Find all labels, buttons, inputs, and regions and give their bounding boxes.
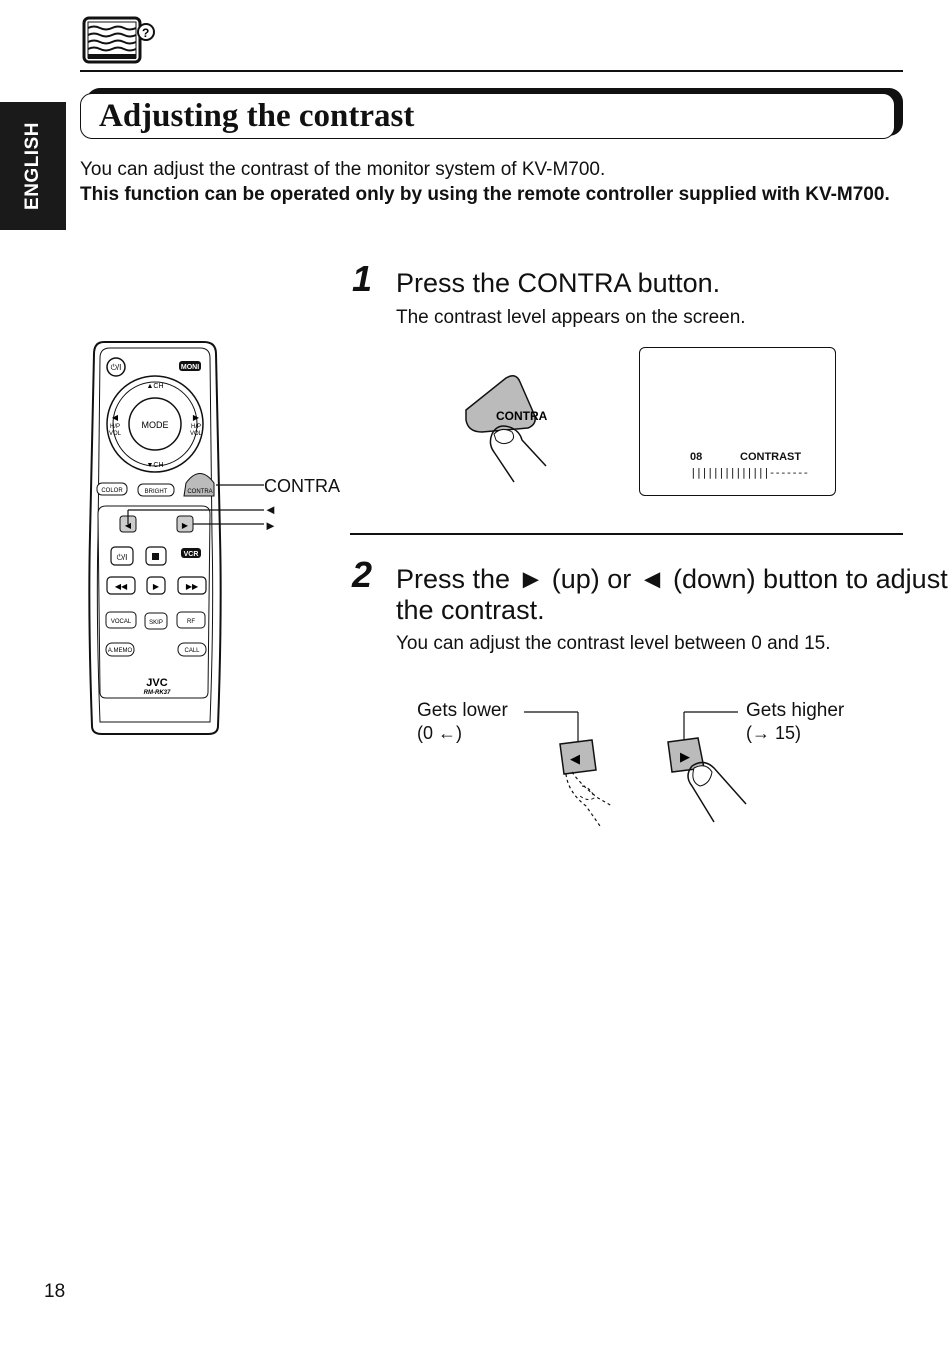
step1-number: 1 [352,258,373,299]
step2-title-line2: the contrast. [396,595,545,625]
svg-text:⏻/I: ⏻/I [116,553,128,562]
left-right-press-illustration [520,706,760,828]
vcr-button-label: VCR [183,551,199,558]
svg-text:◀: ◀ [570,751,580,766]
page-number: 18 [44,1281,66,1302]
ch-up-label: ▲CH [146,383,164,390]
step1-subtitle: The contrast level appears on the screen. [396,307,746,328]
intro-text: You can adjust the contrast of the monitor system of KV-M700. [80,159,606,180]
contra-button-label: CONTRA [187,489,213,495]
svg-text:▶: ▶ [680,749,690,764]
color-button-label: COLOR [101,488,123,494]
remote-model: RM-RK37 [143,690,171,696]
svg-text:▶▶: ▶▶ [185,582,199,591]
svg-text:▶: ▶ [181,521,189,530]
svg-text:◀: ◀ [124,521,132,530]
svg-text:▶: ▶ [192,413,200,422]
svg-text:VOL: VOL [108,431,122,437]
ch-down-label: ▼CH [146,462,164,469]
remote-controller [84,336,264,740]
svg-text:▶: ▶ [152,582,160,591]
gets-lower-label: Gets lower [417,700,508,721]
skip-button-label: SKIP [149,620,163,626]
contra-press-illustration [458,374,558,486]
remote-brand: JVC [146,677,168,689]
callout-contra: CONTRA [264,476,340,496]
gets-higher-label: Gets higher [746,700,845,721]
contrast-label: CONTRAST [740,451,802,463]
vocal-button-label: VOCAL [110,619,132,625]
step-divider [350,533,903,535]
call-button-label: CALL [184,648,200,654]
tv-monitor-icon [82,16,158,66]
svg-text:H/P: H/P [109,424,121,430]
bright-button-label: BRIGHT [144,489,168,495]
language-tab [0,102,66,230]
language-label: ENGLISH [22,122,43,210]
callout-right-arrow: ► [264,518,277,533]
svg-text:H/P: H/P [190,424,202,430]
step1-title: Press the CONTRA button. [396,268,721,298]
svg-text:◀: ◀ [111,413,119,422]
contrast-level-value: 08 [690,451,703,463]
title-box [80,93,895,139]
step2-title-line1: Press the ► (up) or ◄ (down) button to adjust [396,564,948,594]
power-button-label: ⏻/I [110,363,122,372]
svg-text:?: ? [142,26,150,40]
rf-button-label: RF [187,619,195,625]
callout-left-arrow: ◄ [264,502,277,517]
amemo-button-label: A.MEMO [107,648,133,654]
svg-text:VOL: VOL [189,431,203,437]
gets-lower-range: (0 ←) [417,723,462,743]
header-rule [80,70,903,72]
gets-higher-range: (→ 15) [746,723,802,743]
mode-button-label: MODE [141,420,169,430]
contrast-level-bar: ||||||||||||||------- [690,466,809,479]
step2-number: 2 [352,554,373,595]
moni-button-label: MONI [180,364,200,371]
step2-subtitle: You can adjust the contrast level between 0 and 15. [396,633,831,654]
svg-text:◀◀: ◀◀ [114,582,128,591]
page-title: Adjusting the contrast [99,98,415,134]
contra-button-closeup-label: CONTRA [496,409,548,423]
monitor-screen [639,347,836,496]
intro-note: This function can be operated only by using the remote controller supplied with KV-M700. [80,184,890,205]
